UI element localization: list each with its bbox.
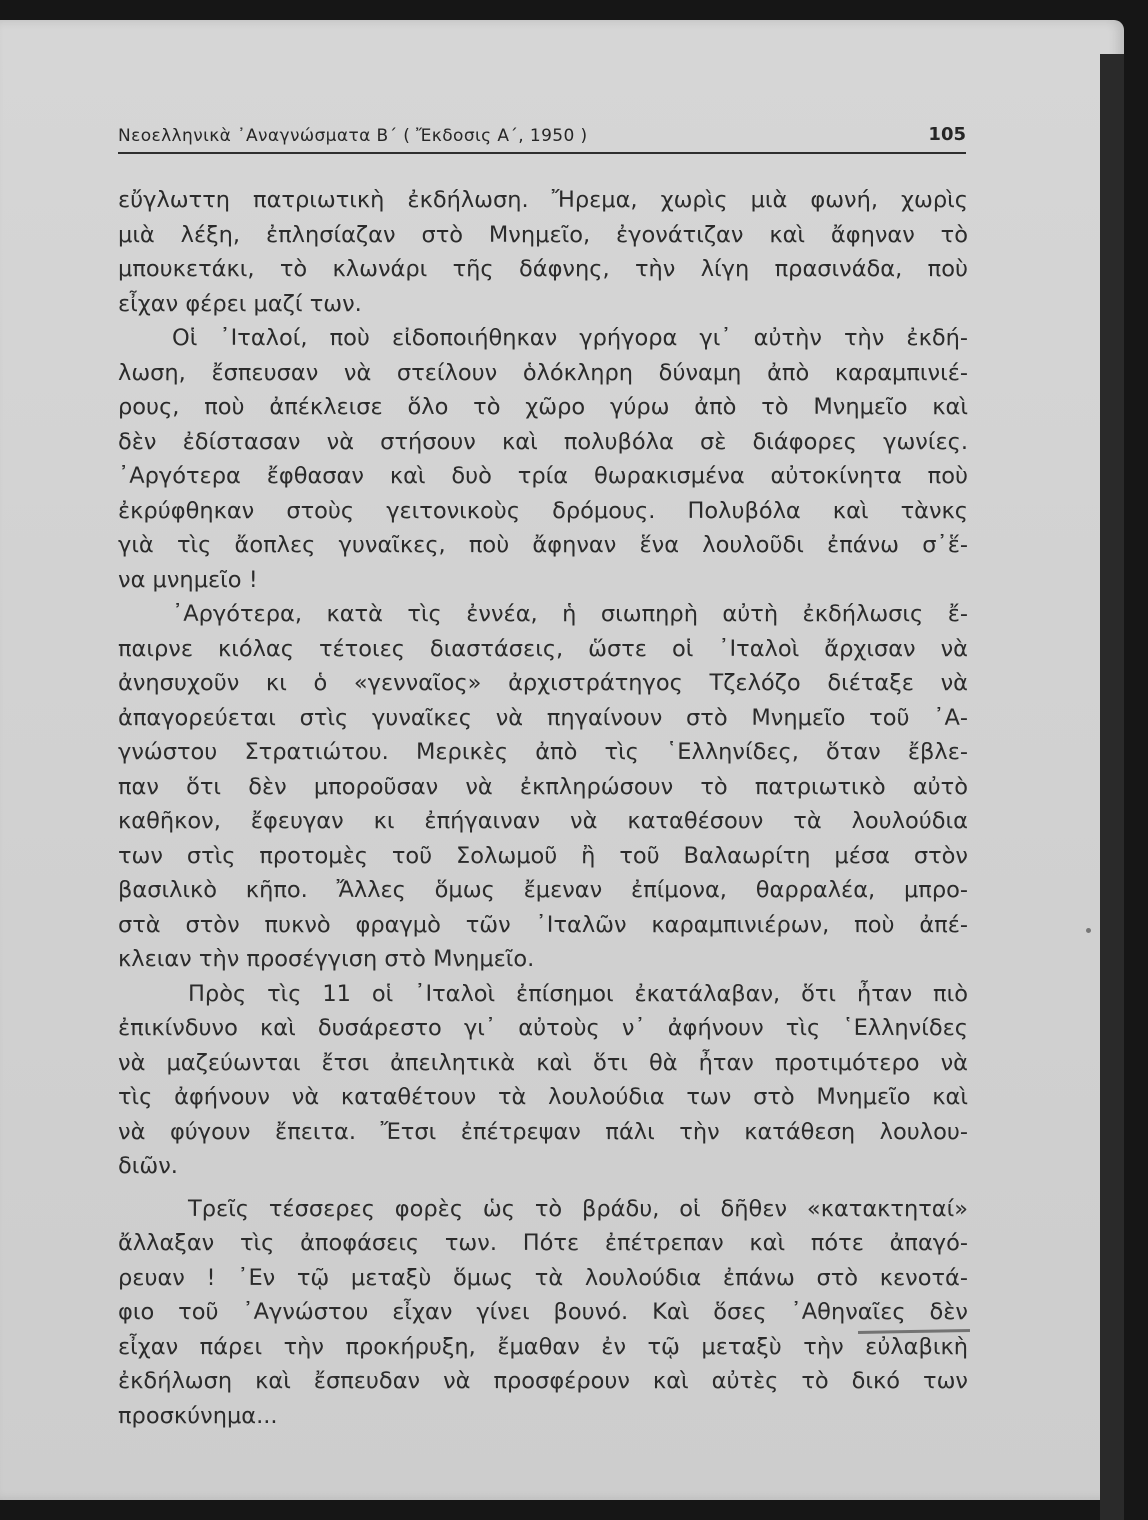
text-line: ἐπικίνδυνο καὶ δυσάρεστο γι᾿ αὐτοὺς ν᾿ ἀφήνουν τὶς ῾Ελληνίδες — [118, 1015, 968, 1041]
print-speck — [1086, 928, 1091, 933]
text-line: στὰ στὸν πυκνὸ φραγμὸ τῶν ᾿Ιταλῶν καραμπινιέρων, ποὺ ἀπέ- — [118, 911, 968, 938]
text-line: ἄλλαξαν τὶς ἀποφάσεις των. Πότε ἐπέτρεπαν καὶ πότε ἀπαγό- — [118, 1230, 968, 1256]
text-line: εὔγλωττη πατριωτικὴ ἐκδήλωση. Ἤρεμα, χωρὶς μιὰ φωνή, χωρὶς — [118, 187, 968, 213]
page-edge-shadow — [1100, 54, 1124, 1520]
text-line: να μνημεῖο ! — [118, 566, 258, 593]
text-line: καθῆκον, ἔφευγαν κι ἐπήγαιναν νὰ καταθέσουν τὰ λουλούδια — [118, 808, 968, 834]
text-line: εἶχαν πάρει τὴν προκήρυξη, ἔμαθαν ἐν τῷ μεταξὺ τὴν εὐλαβικὴ — [118, 1333, 968, 1360]
text-line: Οἱ ᾿Ιταλοί, ποὺ εἰδοποιήθηκαν γρήγορα γι᾿ αὐτὴν τὴν ἐκδή- — [172, 325, 968, 351]
text-line: Τρεῖς τέσσερες φορὲς ὡς τὸ βράδυ, οἱ δῆθεν «κατακτηταί» — [188, 1195, 968, 1222]
body-text — [118, 183, 968, 1433]
text-line: ἀνησυχοῦν κι ὁ «γενναῖος» ἀρχιστράτηγος Τζελόζο διέταξε νὰ — [118, 670, 968, 696]
text-line: φιο τοῦ ᾿Αγνώστου εἶχαν γίνει βουνό. Καὶ ὅσες ᾿Αθηναῖες δὲν — [118, 1299, 968, 1325]
running-title: Νεοελληνικὰ ᾿Αναγνώσματα Β΄ ( Ἔκδοσις Α΄, 1950 ) — [118, 126, 588, 146]
text-line: γιὰ τὶς ἄοπλες γυναῖκες, ποὺ ἄφηναν ἕνα λουλοῦδι ἐπάνω σ᾿ἕ- — [118, 532, 968, 558]
text-line: γνώστου Στρατιώτου. Μερικὲς ἀπὸ τὶς ῾Ελληνίδες, ὅταν ἔβλε- — [118, 739, 968, 765]
text-line: ἐκρύφθηκαν στοὺς γειτονικοὺς δρόμους. Πολυβόλα καὶ τὰνκς — [118, 497, 968, 524]
text-line: μιὰ λέξη, ἐπλησίαζαν στὸ Μνημεῖο, ἐγονάτιζαν καὶ ἄφηναν τὸ — [118, 221, 968, 248]
text-line: νὰ μαζεύωνται ἔτσι ἀπειλητικὰ καὶ ὅτι θὰ ἦταν προτιμότερο νὰ — [118, 1049, 968, 1076]
header-rule — [118, 152, 966, 154]
text-line: παν ὅτι δὲν μποροῦσαν νὰ ἐκπληρώσουν τὸ πατριωτικὸ αὐτὸ — [118, 773, 968, 800]
text-line: τὶς ἀφήνουν νὰ καταθέτουν τὰ λουλούδια των στὸ Μνημεῖο καὶ — [118, 1084, 968, 1110]
text-line: ρευαν ! ᾿Εν τῷ μεταξὺ ὅμως τὰ λουλούδια ἐπάνω στὸ κενοτά- — [118, 1264, 968, 1291]
text-line: κλειαν τὴν προσέγγιση στὸ Μνημεῖο. — [118, 946, 535, 972]
text-line: ᾿Αργότερα, κατὰ τὶς ἐννέα, ἡ σιωπηρὴ αὐτὴ ἐκδήλωσις ἔ- — [172, 601, 968, 627]
page-number: 105 — [928, 124, 966, 145]
text-line: προσκύνημα... — [118, 1402, 278, 1429]
text-line: ᾿Αργότερα ἔφθασαν καὶ δυὸ τρία θωρακισμένα αὐτοκίνητα ποὺ — [118, 463, 968, 489]
text-line: ρους, ποὺ ἀπέκλεισε ὅλο τὸ χῶρο γύρω ἀπὸ τὸ Μνημεῖο καὶ — [118, 394, 968, 420]
text-line: μπουκετάκι, τὸ κλωνάρι τῆς δάφνης, τὴν λίγη πρασινάδα, ποὺ — [118, 256, 968, 282]
text-line: λωση, ἔσπευσαν νὰ στείλουν ὁλόκληρη δύναμη ἀπὸ καραμπινιέ- — [118, 359, 968, 386]
text-line: ἀπαγορεύεται στὶς γυναῖκες νὰ πηγαίνουν στὸ Μνημεῖο τοῦ ᾿Α- — [118, 704, 968, 731]
text-line: παιρνε κιόλας τέτοιες διαστάσεις, ὥστε οἱ ᾿Ιταλοὶ ἄρχισαν νὰ — [118, 635, 968, 662]
text-line: βασιλικὸ κῆπο. Ἄλλες ὅμως ἔμεναν ἐπίμονα, θαρραλέα, μπρο- — [118, 877, 968, 903]
text-line: ἐκδήλωση καὶ ἔσπευδαν νὰ προσφέρουν καὶ αὐτὲς τὸ δικό των — [118, 1368, 968, 1394]
text-line: Πρὸς τὶς 11 οἱ ᾿Ιταλοὶ ἐπίσημοι ἐκατάλαβαν, ὅτι ἦταν πιὸ — [188, 980, 968, 1007]
text-line: δὲν ἐδίστασαν νὰ στήσουν καὶ πολυβόλα σὲ διάφορες γωνίες. — [118, 428, 968, 455]
text-line: εἶχαν φέρει μαζί των. — [118, 290, 362, 317]
text-line: διῶν. — [118, 1153, 178, 1179]
page-header — [118, 126, 966, 154]
paragraph-gap — [118, 1184, 968, 1192]
text-line: νὰ φύγουν ἔπειτα. Ἔτσι ἐπέτρεψαν πάλι τὴν κατάθεση λουλου- — [118, 1118, 968, 1145]
text-line: των στὶς προτομὲς τοῦ Σολωμοῦ ἢ τοῦ Βαλαωρίτη μέσα στὸν — [118, 842, 968, 869]
